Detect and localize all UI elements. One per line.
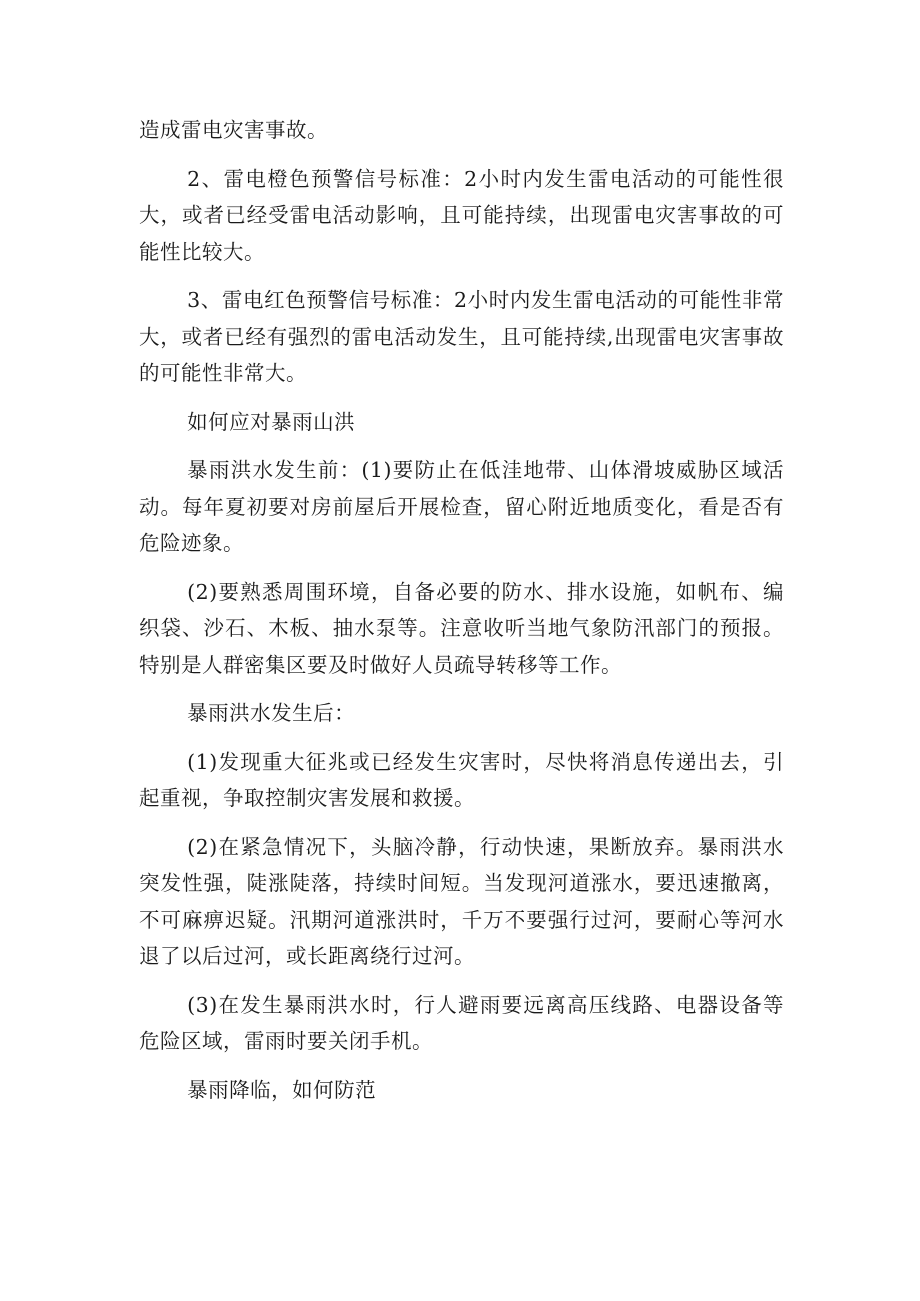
- paragraph-orange-warning: 2、雷电橙色预警信号标准：2小时内发生雷电活动的可能性很大，或者已经受雷电活动影响，且可能持续，出现雷电灾害事故的可能性比较大。: [139, 166, 784, 264]
- paragraph-after-flood-2: (2)在紧急情况下，头脑冷静，行动快速，果断放弃。暴雨洪水突发性强，陡涨陡落，持续时间短。当发现河道涨水，要迅速撤离，不可麻痹迟疑。汛期河道涨洪时，千万不要强行过河，要耐心等河水退了以后过河，或长距离绕行过河。: [139, 834, 784, 968]
- paragraph-red-warning: 3、雷电红色预警信号标准：2小时内发生雷电活动的可能性非常大，或者已经有强烈的雷电活动发生，且可能持续,出现雷电灾害事故的可能性非常大。: [139, 288, 784, 385]
- section-heading-rainstorm-prevention: 暴雨降临，如何防范: [187, 1077, 377, 1102]
- paragraph-after-flood-3: (3)在发生暴雨洪水时，行人避雨要远离高压线路、电器设备等危险区域，雷雨时要关闭手机。: [139, 992, 784, 1053]
- paragraph-before-flood-2: (2)要熟悉周围环境，自备必要的防水、排水设施，如帆布、编织袋、沙石、木板、抽水泵等。注意收听当地气象防汛部门的预报。特别是人群密集区要及时做好人员疏导转移等工作。: [139, 579, 784, 677]
- paragraph-after-flood-1: (1)发现重大征兆或已经发生灾害时，尽快将消息传递出去，引起重视，争取控制灾害发展和救援。: [139, 749, 784, 810]
- section-heading-flood-response: 如何应对暴雨山洪: [187, 409, 356, 434]
- paragraph-continuation: 造成雷电灾害事故。: [139, 118, 328, 142]
- document-body: [139, 112, 784, 1120]
- paragraph-after-flood-heading: 暴雨洪水发生后：: [187, 701, 356, 725]
- paragraph-before-flood-1: 暴雨洪水发生前：(1)要防止在低洼地带、山体滑坡威胁区域活动。每年夏初要对房前屋后开展检查，留心附近地质变化，看是否有危险迹象。: [139, 458, 784, 555]
